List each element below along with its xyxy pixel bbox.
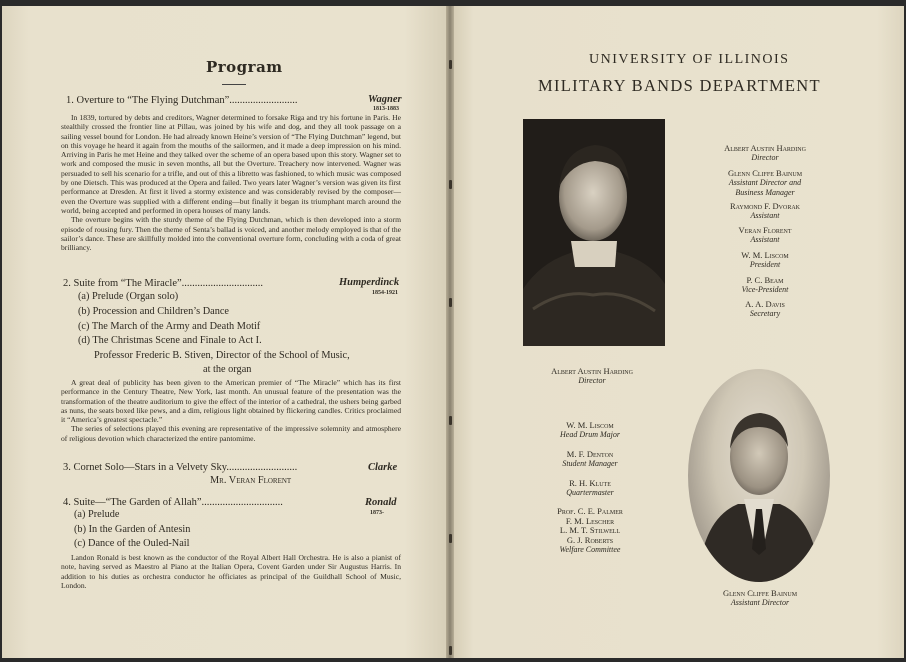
student-entry <box>530 449 650 469</box>
item-4-composer: Ronald <box>365 497 397 508</box>
item-2-composer: Humperdinck <box>339 277 400 288</box>
committee-member: G. J. Roberts <box>566 534 614 545</box>
binding-stitch <box>449 60 452 69</box>
staff-entry <box>700 201 830 221</box>
committee-member: L. M. T. Stilwell <box>559 525 621 535</box>
right-page <box>451 6 904 658</box>
department-heading: MILITARY BANDS DEPARTMENT <box>538 76 821 95</box>
welfare-committee <box>530 507 650 555</box>
item-3-soloist: Mr. Veran Florent <box>210 475 292 486</box>
leader-dots: .......................... <box>229 95 298 106</box>
item-4-part-c: (c) Dance of the Ouled-Nail <box>74 538 190 549</box>
item-1-notes <box>61 113 401 252</box>
staff-name: Veran Florent <box>738 225 792 235</box>
student-name: W. M. Liscom <box>566 420 614 430</box>
item-1-dates: 1813-1883 <box>373 106 399 112</box>
staff-role: Secretary <box>749 309 781 318</box>
staff-entry <box>700 143 830 163</box>
staff-entry <box>700 225 830 245</box>
item-2-soloist: Professor Frederic B. Stiven, Director of the School of Music, <box>94 350 350 361</box>
item-2-soloist-note: at the organ <box>203 364 252 375</box>
student-role: Head Drum Major <box>560 430 620 439</box>
bainum-portrait-image <box>688 369 830 582</box>
staff-name: P. C. Beam <box>746 275 784 285</box>
item-4-title: 4. Suite—“The Garden of Allah” <box>63 497 202 508</box>
item-2-part-c: (c) The March of the Army and Death Motif <box>78 321 261 332</box>
staff-name: A. A. Davis <box>745 299 785 309</box>
staff-name: Glenn Cliffe Bainum <box>727 168 803 178</box>
bainum-portrait-photo <box>688 369 830 582</box>
photo1-caption <box>527 366 657 386</box>
notes-paragraph: The series of selections played this evening are representative of the impressive solemnity and atmosphere of religious devotion which characterized the entire pantomime. <box>61 424 401 443</box>
staff-role: Vice-President <box>741 285 789 294</box>
student-role: Student Manager <box>562 459 618 468</box>
notes-paragraph: A great deal of publicity has been given to the American premier of “The Miracle” which has its first performance in the Century Theatre, New York, last month. An unusual feature of the presentation was the transformation of the theatre auditorium to give the effect of the interior of a cathedral, the ushers being garbed as nuns, the seats boxed like pews, and a dim, religious light obtained by flickering candles. Critics proclaimed it “America’s greatest spectacle.” <box>61 378 401 425</box>
staff-role: Assistant <box>750 211 780 220</box>
item-4-notes <box>61 553 401 590</box>
committee-member: Prof. C. E. Palmer <box>557 506 623 516</box>
notes-paragraph: In 1839, tortured by debts and creditors, Wagner determined to forsake Riga and try his fortune in Paris. He stealthily crossed the frontier line at Pillau, was joined by his wife and dog, and they all took passage on a sailing vessel bound for London. He had already known Heine’s version of “The Flying Dutchman” legend, but on this voyage he heard it again from the mouths of the sailormen, and it made a deep impression on his mind. Arriving in Paris he met Heine and they talked over the scheme of an opera based upon this story. Wagner set to work and composed the music in seven months, all but the Overture. Treachery now intervened. Wagner was persuaded to sell his scenario for a trifle, and out of this a libretto was fashioned, to which music was composed by one Dietsch. This was produced at the Opera and failed. Two years later Wagner’s version was given its first performance at Dresden. At first it lived a stormy existence and was considerably revised by the composer—even the Overture was supplied with a different ending—but finally it began its triumphant march around the world, being accepted and performed in opera houses of many lands. <box>61 113 401 215</box>
program-item-4 <box>63 497 283 508</box>
staff-name: W. M. Liscom <box>741 250 789 260</box>
item-1-title: 1. Overture to “The Flying Dutchman” <box>66 95 230 106</box>
notes-paragraph: Landon Ronald is best known as the conductor of the Royal Albert Hall Orchestra. He is also a pianist of note, having served as Maestro al Piano at the Italian Opera, Covent Garden under Sir Augustus Harris. In addition to his duties as orchestra conductor he officiates as principal of the Guildhall School of Music, London. <box>61 553 401 590</box>
staff-role: Assistant Director and Business Manager <box>728 178 802 197</box>
student-name: M. F. Denton <box>566 449 614 459</box>
committee-role: Welfare Committee <box>559 545 621 554</box>
binding-stitch <box>449 646 452 655</box>
committee-member: F. M. Lescher <box>565 515 615 526</box>
program-item-1 <box>66 95 298 106</box>
caption-role: Director <box>578 376 606 385</box>
program-item-2 <box>63 278 263 289</box>
binding-stitch <box>449 298 452 307</box>
university-heading: UNIVERSITY OF ILLINOIS <box>589 52 790 67</box>
item-2-part-d: (d) The Christmas Scene and Finale to Act I. <box>78 335 262 346</box>
item-2-notes <box>61 378 401 443</box>
staff-entry <box>700 299 830 319</box>
student-name: R. H. Klute <box>569 478 611 488</box>
binding-stitch <box>449 416 452 425</box>
harding-portrait-image <box>523 119 665 346</box>
item-1-composer: Wagner <box>368 94 402 105</box>
staff-name: Raymond F. Dvorak <box>729 201 800 211</box>
item-4-part-a: (a) Prelude <box>74 509 120 520</box>
item-2-dates: 1854-1921 <box>372 290 398 296</box>
staff-entry <box>700 250 830 270</box>
staff-name: Albert Austin Harding <box>724 143 806 153</box>
harding-portrait-photo <box>523 119 665 346</box>
staff-role: Assistant <box>750 235 780 244</box>
leader-dots: ............................... <box>181 278 264 289</box>
item-3-composer: Clarke <box>368 462 398 473</box>
program-title: Program <box>206 58 283 76</box>
program-item-3 <box>63 462 297 473</box>
item-2-title: 2. Suite from “The Miracle” <box>63 278 182 289</box>
staff-entry <box>700 275 830 295</box>
book-spine <box>446 6 454 658</box>
item-4-dates: 1873- <box>370 510 384 516</box>
student-entry <box>530 420 650 440</box>
staff-entry <box>700 168 830 198</box>
item-4-part-b: (b) In the Garden of Antesin <box>74 524 191 535</box>
item-3-title: 3. Cornet Solo—Stars in a Velvety Sky <box>63 462 227 473</box>
caption-name: Albert Austin Harding <box>551 366 633 376</box>
binding-stitch <box>449 534 452 543</box>
student-entry <box>530 478 650 498</box>
leader-dots: ............................... <box>201 497 283 508</box>
photo2-caption <box>700 588 820 608</box>
title-rule <box>222 84 246 85</box>
staff-role: Director <box>751 153 779 162</box>
student-role: Quartermaster <box>566 488 614 497</box>
binding-stitch <box>449 180 452 189</box>
caption-name: Glenn Cliffe Bainum <box>722 588 798 598</box>
staff-role: President <box>749 260 781 269</box>
caption-role: Assistant Director <box>730 598 790 607</box>
notes-paragraph: The overture begins with the sturdy theme of the Flying Dutchman, which is then developed into a storm episode of rousing fury. Then the theme of Senta’s ballad is voiced, and another melody employed is that of the sailor’s dance. These are skillfully molded into the conventional overture form, concluding with a coda of great brilliancy. <box>61 215 401 253</box>
item-2-part-a: (a) Prelude (Organ solo) <box>78 291 179 302</box>
leader-dots: ........................... <box>226 462 298 473</box>
item-2-part-b: (b) Procession and Children’s Dance <box>78 306 229 317</box>
